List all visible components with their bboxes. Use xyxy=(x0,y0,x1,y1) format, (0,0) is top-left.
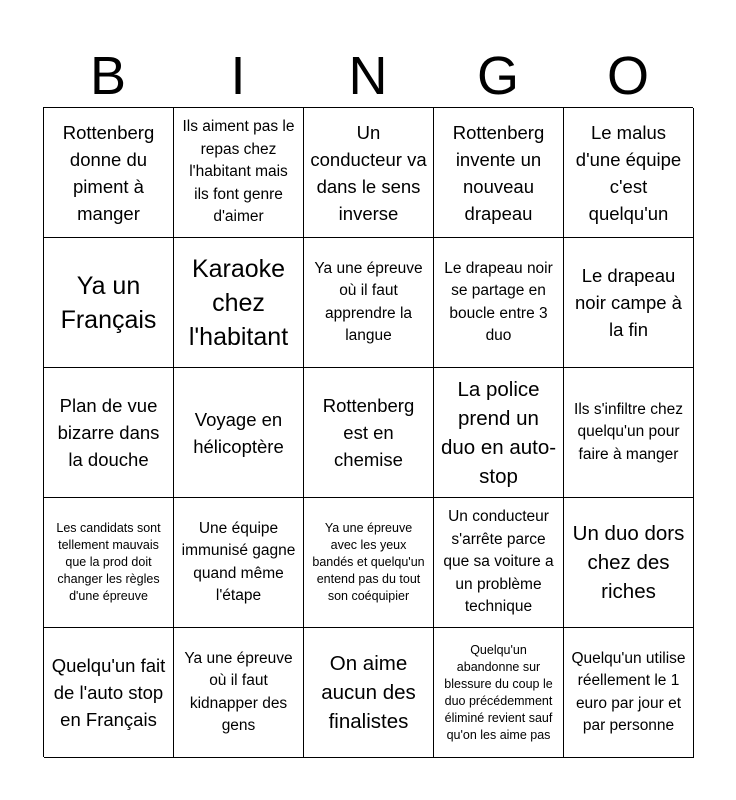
bingo-cell-r2-c2[interactable] xyxy=(174,238,304,368)
header-letter-n: N xyxy=(348,46,388,106)
cell-text: Ils aiment pas le repas chez l'habitant mais ils font genre d'aimer xyxy=(182,118,295,226)
bingo-cell-r4-c3[interactable] xyxy=(304,498,434,628)
bingo-cell-r5-c5[interactable] xyxy=(564,628,694,758)
header-letter-i: I xyxy=(230,46,246,106)
cell-text: Un conducteur s'arrête parce que sa voiture a un problème technique xyxy=(443,508,554,616)
cell-text: Rottenberg donne du piment à manger xyxy=(62,121,155,224)
cell-text: Ya une épreuve où il faut kidnapper des gens xyxy=(184,649,293,734)
bingo-cell-r5-c3[interactable] xyxy=(304,628,434,758)
cell-text: Le drapeau noir campe à la fin xyxy=(575,265,682,340)
cell-text: La police prend un duo en auto-stop xyxy=(440,377,557,488)
cell-text: Un duo dors chez des riches xyxy=(572,522,685,603)
cell-text: Rottenberg invente un nouveau drapeau xyxy=(452,121,545,224)
bingo-cell-r3-c1[interactable] xyxy=(44,368,174,498)
cell-text: Le drapeau noir se partage en boucle entre 3 duo xyxy=(444,259,553,344)
cell-text: Quelqu'un utilise réellement le 1 euro par jour et par personne xyxy=(571,649,686,734)
header-letter-b: B xyxy=(89,46,127,106)
bingo-cell-r1-c1[interactable] xyxy=(44,108,174,238)
bingo-cell-r3-c3[interactable] xyxy=(304,368,434,498)
bingo-cell-r4-c1[interactable] xyxy=(44,498,174,628)
cell-text: Les candidats sont tellement mauvais que la prod doit changer les règles d'une épreuve xyxy=(56,521,161,603)
bingo-cell-r4-c5[interactable] xyxy=(564,498,694,628)
cell-text: Une équipe immunisé gagne quand même l'étape xyxy=(181,519,296,604)
bingo-cell-r2-c3[interactable] xyxy=(304,238,434,368)
cell-text: Quelqu'un fait de l'auto stop en Français xyxy=(51,655,166,730)
cell-text: Ya une épreuve avec les yeux bandés et quelqu'un entend pas du tout son coéquipier xyxy=(312,521,425,603)
bingo-header xyxy=(43,45,693,107)
bingo-cell-r1-c4[interactable] xyxy=(434,108,564,238)
bingo-cell-r2-c1[interactable] xyxy=(44,238,174,368)
cell-text: Un conducteur va dans le sens inverse xyxy=(310,121,427,224)
cell-text: On aime aucun des finalistes xyxy=(321,652,416,733)
header-letter-o: O xyxy=(606,46,649,106)
bingo-cell-r4-c2[interactable] xyxy=(174,498,304,628)
bingo-cell-r1-c3[interactable] xyxy=(304,108,434,238)
bingo-cell-r3-c2[interactable] xyxy=(174,368,304,498)
bingo-cell-r1-c2[interactable] xyxy=(174,108,304,238)
cell-text: Quelqu'un abandonne sur blessure du coup le duo précédemment éliminé revient sauf qu'on les aime pas xyxy=(444,642,553,742)
bingo-cell-r5-c2[interactable] xyxy=(174,628,304,758)
bingo-cell-r4-c4[interactable] xyxy=(434,498,564,628)
header-letter-g: G xyxy=(476,46,519,106)
bingo-cell-r2-c5[interactable] xyxy=(564,238,694,368)
bingo-cell-r1-c5[interactable] xyxy=(564,108,694,238)
bingo-grid xyxy=(43,107,693,757)
bingo-cell-r5-c1[interactable] xyxy=(44,628,174,758)
cell-text: Ils s'infiltre chez quelqu'un pour faire à manger xyxy=(574,400,683,463)
bingo-cell-r5-c4[interactable] xyxy=(434,628,564,758)
cell-text: Karaoke chez l'habitant xyxy=(188,254,289,351)
cell-text: Ya un Français xyxy=(60,271,157,334)
cell-text: Plan de vue bizarre dans la douche xyxy=(57,395,160,470)
bingo-cell-r3-c4[interactable] xyxy=(434,368,564,498)
bingo-cell-r3-c5[interactable] xyxy=(564,368,694,498)
cell-text: Rottenberg est en chemise xyxy=(322,395,415,470)
bingo-cell-r2-c4[interactable] xyxy=(434,238,564,368)
cell-text: Voyage en hélicoptère xyxy=(193,408,284,457)
cell-text: Le malus d'une équipe c'est quelqu'un xyxy=(575,121,682,224)
cell-text: Ya une épreuve où il faut apprendre la langue xyxy=(314,259,423,344)
